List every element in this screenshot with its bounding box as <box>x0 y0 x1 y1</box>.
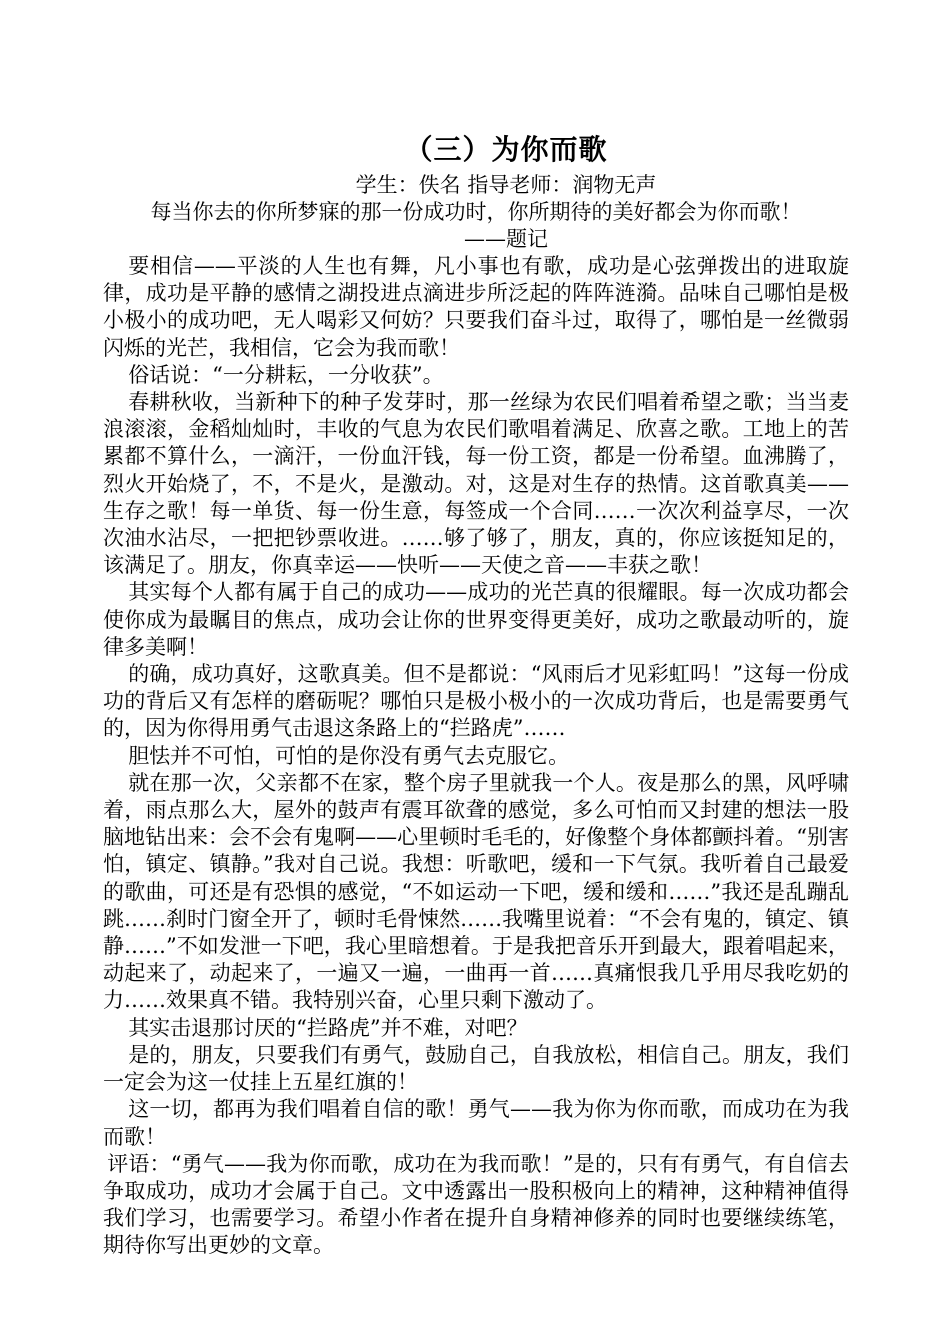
paragraph: 其实击退那讨厌的“拦路虎”并不难，对吧？ <box>128 1015 528 1040</box>
epigraph-signature: ——题记 <box>464 227 548 251</box>
paragraph: 俗话说：“一分耕耘，一分收获”。 <box>128 362 444 387</box>
paragraph: 的确，成功真好，这歌真美。但不是都说：“风雨后才见彩虹吗！”这每一份成功的背后又有怎样的磨砺呢？哪怕只是极小极小的一次成功背后，也是需要勇气的，因为你得用勇气击退这条路上的“拦路虎”…… <box>103 662 849 741</box>
paragraph: 就在那一次，父亲都不在家，整个房子里就我一个人。夜是那么的黑，风呼啸着，雨点那么大，屋外的鼓声有震耳欲聋的感觉，多么可怕而又封建的想法一股脑地钻出来：会不会有鬼啊——心里顿时毛毛的，好像整个身体都颤抖着。“别害怕，镇定、镇静。”我对自己说。我想：听歌吧，缓和一下气氛。我听着自己最爱的歌曲，可还是有恐惧的感觉，“不如运动一下吧，缓和缓和……”我还是乱蹦乱跳……刹时门窗全开了，顿时毛骨悚然……我嘴里说着：“不会有鬼的，镇定、镇静……”不如发泄一下吧，我心里暗想着。于是我把音乐开到最大，跟着唱起来，动起来了，动起来了，一遍又一遍，一曲再一首……真痛恨我几乎用尽我吃奶的力……效果真不错。我特别兴奋，心里只剩下激动了。 <box>103 770 849 1013</box>
byline: 学生：佚名 指导老师：润物无声 <box>355 173 657 197</box>
paragraph: 要相信——平淡的人生也有舞，凡小事也有歌，成功是心弦弹拨出的进取旋律，成功是平静的感情之湖投进点滴进步所泛起的阵阵涟漪。品味自己哪怕是极小极小的成功吧，无人喝彩又何妨？只要我们奋斗过，取得了，哪怕是一丝微弱闪烁的光芒，我相信，它会为我而歌！ <box>103 254 849 360</box>
paragraph: 春耕秋收，当新种下的种子发芽时，那一丝绿为农民们唱着希望之歌；当当麦浪滚滚，金稻灿灿时，丰收的气息为农民们歌唱着满足、欣喜之歌。工地上的苦累都不算什么，一滴汗，一份血汗钱，每一份工资，都是一份希望。血沸腾了，烈火开始烧了，不，不是火，是激动。对，这是对生存的热情。这首歌真美——生存之歌！每一单货、每一份生意，每签成一个合同……一次次利益享尽，一次次油水沾尽，一把把钞票收进。……够了够了，朋友，真的，你应该挺知足的，该满足了。朋友，你真幸运——快听——天使之音——丰获之歌！ <box>103 390 849 578</box>
document-page <box>103 130 849 1260</box>
epigraph: 每当你去的你所梦寐的那一份成功时，你所期待的美好都会为你而歌！ <box>150 200 802 224</box>
paragraph: 这一切，都再为我们唱着自信的歌！勇气——我为你为你而歌，而成功在为我而歌！ <box>103 1097 849 1149</box>
article-title: （三）为你而歌 <box>404 133 608 166</box>
paragraph: 胆怯并不可怕，可怕的是你没有勇气去克服它。 <box>128 743 570 768</box>
teacher-review: 评语：“勇气——我为你而歌，成功在为我而歌！”是的，只有有勇气，有自信去争取成功，成功才会属于自己。文中透露出一股积极向上的精神，这种精神值得我们学习，也需要学习。希望小作者在提升自身精神修养的同时也要继续练笔，期待你写出更妙的文章。 <box>103 1151 849 1258</box>
paragraph: 其实每个人都有属于自己的成功——成功的光芒真的很耀眼。每一次成功都会使你成为最瞩目的焦点，成功会让你的世界变得更美好，成功之歌最动听的，旋律多美啊！ <box>103 580 849 659</box>
paragraph: 是的，朋友，只要我们有勇气，鼓励自己，自我放松，相信自己。朋友，我们一定会为这一仗挂上五星红旗的！ <box>103 1042 849 1095</box>
